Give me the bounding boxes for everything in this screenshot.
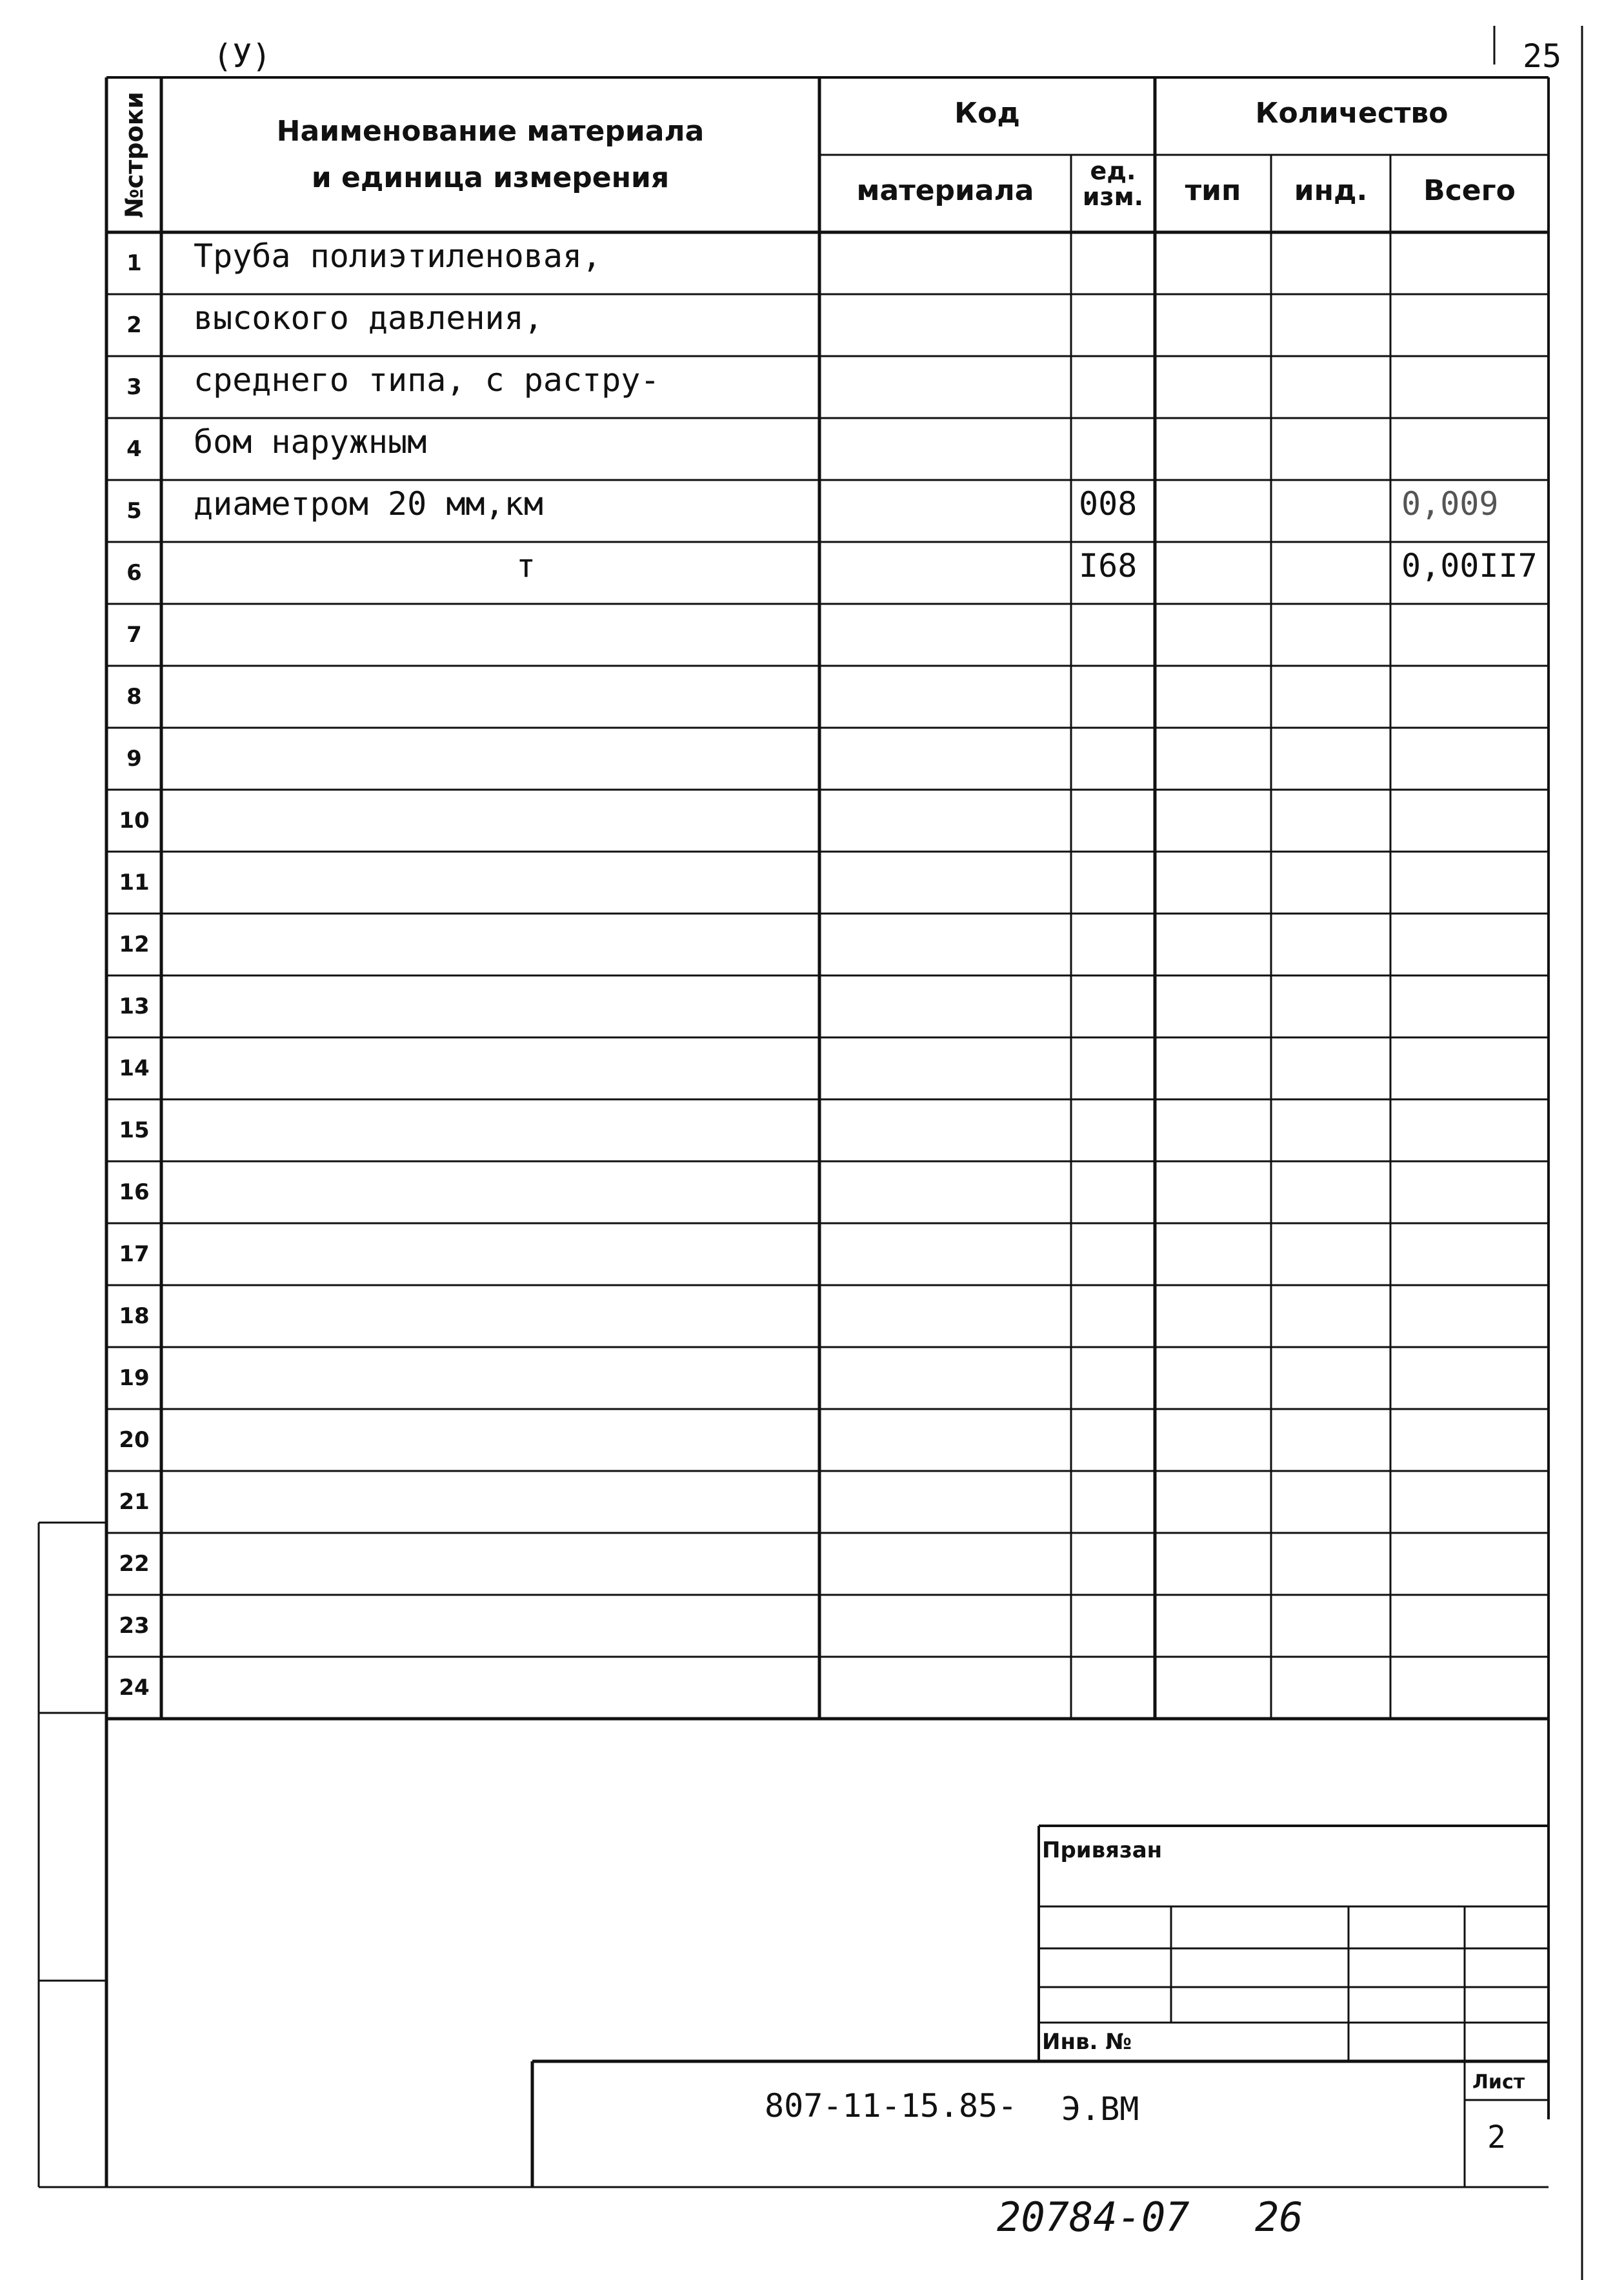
row-3-name: среднего типа, с растру- <box>194 361 660 399</box>
row-number: 17 <box>119 1241 150 1267</box>
document-code: 807-11-15.85- <box>765 2087 1018 2125</box>
row-number: 13 <box>119 994 150 1019</box>
row-number: 1 <box>126 250 142 276</box>
row-4-name: бом наружным <box>194 423 427 461</box>
top-mark: (У) <box>213 37 272 75</box>
row-number: 8 <box>126 684 142 710</box>
row-number: 20 <box>119 1427 150 1453</box>
row-number: 4 <box>126 436 142 462</box>
row-number: 18 <box>119 1303 150 1329</box>
list-label: Лист <box>1472 2071 1525 2094</box>
row-number: 22 <box>119 1551 150 1577</box>
row-2-name: высокого давления, <box>194 299 543 337</box>
tip-header: тип <box>1185 174 1241 207</box>
materiala-header: материала <box>856 174 1034 207</box>
row-number: 16 <box>119 1179 150 1205</box>
vsego-header: Всего <box>1423 174 1516 207</box>
row-number: 11 <box>119 870 150 895</box>
inv-no-label: Инв. № <box>1042 2029 1132 2055</box>
row-6-vsego: 0,00II7 <box>1401 547 1538 585</box>
row-number: 3 <box>126 374 142 400</box>
privyazan-label: Привязан <box>1042 1837 1163 1863</box>
row-number: 12 <box>119 932 150 957</box>
ed-izm-header: ед. изм. <box>1082 157 1144 211</box>
row-number: 24 <box>119 1675 150 1701</box>
row-number: 2 <box>126 312 142 338</box>
row-number: 15 <box>119 1117 150 1143</box>
bottom-handwritten-code: 20784-07 <box>997 2194 1190 2241</box>
kolichestvo-header: Количество <box>1255 97 1449 130</box>
row-6-ed-izm: I68 <box>1079 547 1138 585</box>
row-6-name: т <box>516 547 536 585</box>
name-header-line2: и единица измерения <box>311 161 670 194</box>
row-number: 14 <box>119 1055 150 1081</box>
row-number: 9 <box>126 746 142 772</box>
row-number-header: №строки <box>119 92 148 218</box>
row-5-ed-izm: 008 <box>1079 485 1138 523</box>
document-suffix: Э.ВМ <box>1061 2090 1139 2128</box>
bottom-handwritten-number: 26 <box>1255 2194 1303 2241</box>
row-1-name: Труба полиэтиленовая, <box>194 237 602 275</box>
row-number: 10 <box>119 808 150 834</box>
name-header-line1: Наименование материала <box>276 115 705 148</box>
ind-header: инд. <box>1294 174 1368 207</box>
list-value: 2 <box>1487 2119 1506 2155</box>
row-5-vsego: 0,009 <box>1401 485 1499 523</box>
row-number: 19 <box>119 1365 150 1391</box>
kod-header: Код <box>954 97 1020 130</box>
row-number: 21 <box>119 1489 150 1515</box>
row-number: 6 <box>126 560 142 586</box>
row-5-name: диаметром 20 мм,км <box>194 485 543 523</box>
row-number: 7 <box>126 622 142 648</box>
row-number: 5 <box>126 498 142 524</box>
page-number: 25 <box>1523 37 1562 75</box>
row-number: 23 <box>119 1613 150 1639</box>
